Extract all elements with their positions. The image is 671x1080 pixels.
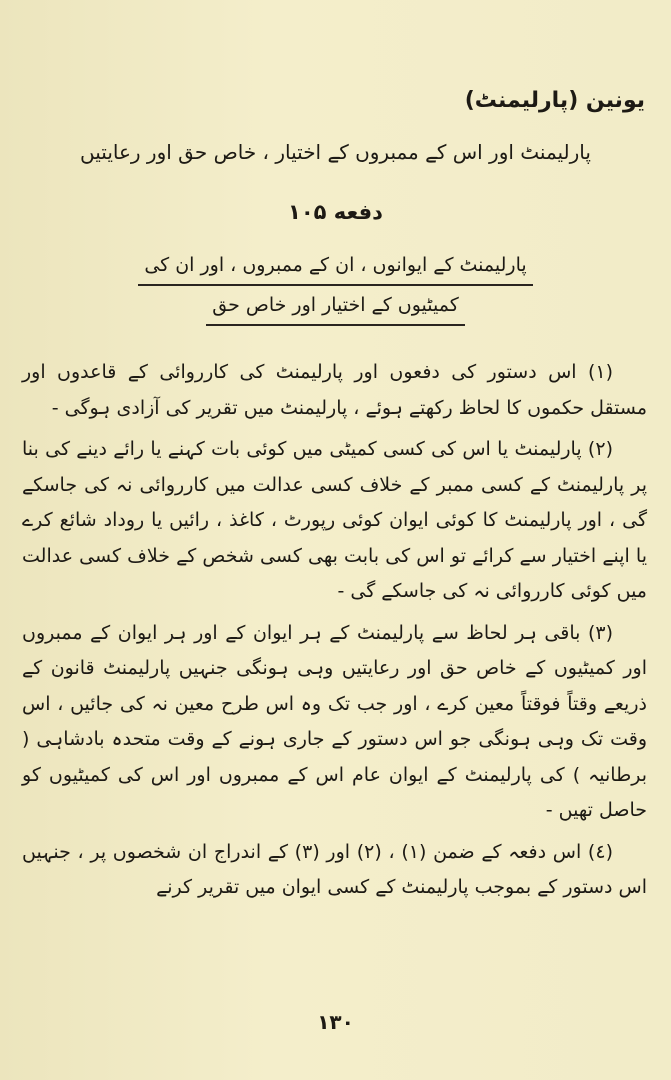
section-heading-line-2: کمیٹیوں کے اختیار اور خاص حق bbox=[206, 290, 465, 326]
chapter-subtitle: پارلیمنٹ اور اس کے ممبروں کے اختیار ، خاص حق اور رعایتیں bbox=[80, 140, 591, 164]
paragraph-2: (۲) پارلیمنٹ یا اس کی کسی کمیٹی میں کوئی بات کہنے یا رائے دینے کی بنا پر پارلیمنٹ کے کسی ممبر کے خلاف کسی عدالت میں کارروائی نہ کی جاسکے گی ، اور پارلیمنٹ کا کوئی ایوان کوئی رپورٹ ، کاغذ ، رائیں یا روداد شائع کرے یا اپنے اختیار سے کرائے تو اس کی بابت بھی کسی شخص کے خلاف کسی عدالت میں کوئی کارروائی نہ کی جاسکے گی - bbox=[22, 438, 647, 602]
page-number: ۱۳۰ bbox=[317, 1010, 354, 1034]
section-heading-line-1: پارلیمنٹ کے ایوانوں ، ان کے ممبروں ، اور ان کی bbox=[138, 250, 532, 286]
paragraph-4: (٤) اس دفعہ کے ضمن (۱) ، (۲) اور (۳) کے اندراج ان شخصوں پر ، جنہیں اس دستور کے بموجب پارلیمنٹ کے کسی ایوان میں تقریر کرنے bbox=[22, 840, 647, 898]
paragraph-1: (۱) اس دستور کی دفعوں اور پارلیمنٹ کی کارروائی کے قاعدوں اور مستقل حکموں کا لحاظ رکھتے ہوئے ، پارلیمنٹ میں تقریر کی آزادی ہوگی - bbox=[22, 361, 647, 419]
paragraph-3: (۳) باقی ہر لحاظ سے پارلیمنٹ کے ہر ایوان کے اور ہر ایوان کے ممبروں اور کمیٹیوں کے خاص حق اور رعایتیں وہی ہونگی جنہیں پارلیمنٹ قانون کے ذریعے وقتاً فوقتاً معین کرے ، اور جب تک وہ اس طرح معین نہ کی جائیں ، اس وقت تک وہی ہونگی جو اس دستور کے جاری ہونے کے وقت متحدہ بادشاہی ( برطانیہ ) کی پارلیمنٹ کے ایوان عام اس کے ممبروں اور اس کی کمیٹیوں کو حاصل تھیں - bbox=[22, 621, 647, 821]
section-body bbox=[22, 355, 647, 912]
section-number: دفعه ۱۰۵ bbox=[288, 200, 383, 224]
chapter-title: یونین (پارلیمنٹ) bbox=[464, 88, 645, 113]
section-heading bbox=[0, 250, 671, 326]
